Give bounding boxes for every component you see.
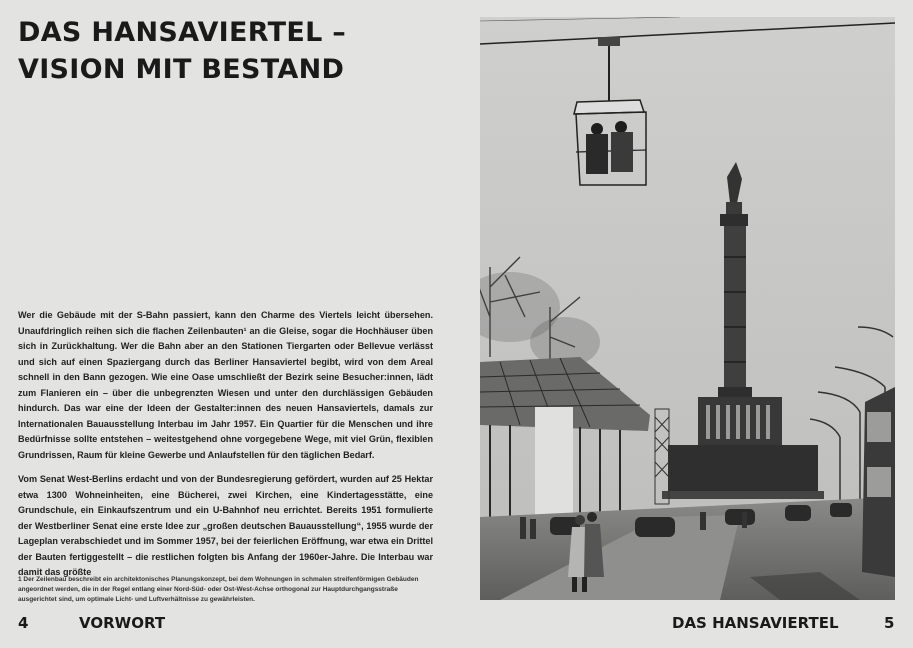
page-title bbox=[18, 14, 346, 88]
section-label-right: DAS HANSAVIERTEL bbox=[672, 614, 839, 632]
footnote: 1 Der Zeilenbau beschreibt ein architektonisches Planungskonzept, bei dem Wohnungen in schmalen streifenförmigen Gebäuden angeordnet werden, die in der Regel entlang einer Nord-Süd- oder Ost-West-Achse orthogonal zur Hauptdurchgangsstraße ausgerichtet sind, um optimale Licht- und Luftverhältnisse zu gewährleisten. bbox=[18, 576, 419, 603]
paragraph-2: Vom Senat West-Berlins erdacht und von der Bundesregierung gefördert, wurden auf 25 Hektar etwa 1300 Wohneinheiten, eine Bücherei, zwei Kirchen, eine Kindertagesstätte, eine Grundschule, ein Einkaufszentrum und ein U-Bahnhof neu errichtet. Bereits 1951 formulierte der Westberliner Senat eine erste Idee zur „großen deutschen Bauausstellung“, 1955 wurde der Lageplan verabschiedet und im Sommer 1957, bei der feierlichen Eröffnung, war etwa ein Drittel der Bauten fertiggestellt – die restlichen folgten bis Anfang der 1960er-Jahre. Die Interbau war damit das größte bbox=[18, 474, 433, 577]
photo-illustration bbox=[480, 17, 895, 600]
title-line-1: DAS HANSAVIERTEL – bbox=[18, 17, 347, 48]
double-decker-bus bbox=[862, 387, 895, 577]
page-number-right: 5 bbox=[884, 614, 895, 632]
paragraph-1: Wer die Gebäude mit der S-Bahn passiert, kann den Charme des Viertels leicht übersehen. Unaufdringlich reihen sich die flachen Zeilenbauten¹ an die Gleise, sogar die Hochhäuser üben sich in Zurückhaltung. Wer die Bahn aber an den Stationen Tiergarten oder Bellevue verlässt und sich auf einen Spaziergang durch das Berliner Hansaviertel begibt, wird von dem Areal schnell in den Bann gezogen. Wie eine Oase umschließt der Bezirk seine Besucher:innen, lädt zum Flanieren ein – über die unbegrenzten Wiesen und unter den durchlässigen Gebäuden hindurch. Das war eine der Ideen der Gestalter:innen des neuen Hansaviertels, damals zur Internationalen Bauausstellung Interbau im Jahr 1957. Ein Quartier für die Menschen und ihre Bedürfnisse sollte entstehen – weitestgehend ohne vorgegebene Wege, mit viel Grün, flexiblen Grundrissen, Raum für kleine Gewerbe und Anlaufstellen für den täglichen Bedarf. bbox=[18, 310, 433, 460]
page-number-left: 4 bbox=[18, 614, 29, 632]
title-line-2: VISION MIT BESTAND bbox=[18, 54, 345, 85]
body-text bbox=[18, 308, 433, 590]
section-label-left: VORWORT bbox=[79, 614, 166, 632]
historic-photo bbox=[480, 17, 895, 600]
